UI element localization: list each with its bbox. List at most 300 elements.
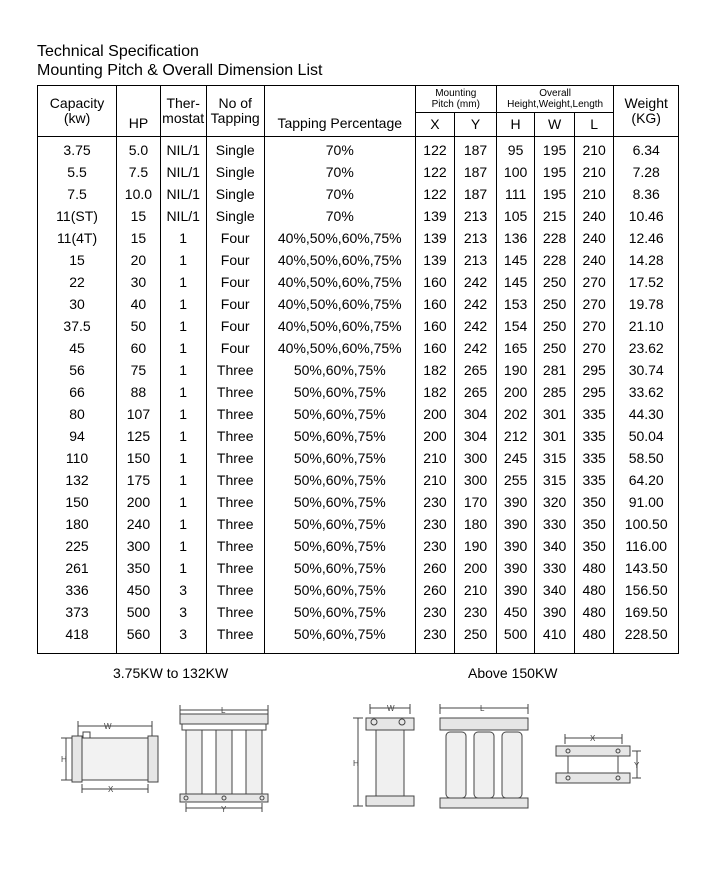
cell-width: 228 bbox=[535, 227, 575, 249]
cell-length: 295 bbox=[574, 359, 614, 381]
cell-thermostat: NIL/1 bbox=[160, 161, 206, 183]
cell-weight: 64.20 bbox=[614, 469, 679, 491]
cell-weight: 44.30 bbox=[614, 403, 679, 425]
cell-width: 340 bbox=[535, 579, 575, 601]
cell-no-of-tapping: Three bbox=[206, 447, 264, 469]
cell-height: 212 bbox=[496, 425, 535, 447]
cell-thermostat: 3 bbox=[160, 579, 206, 601]
cell-pitch-x: 230 bbox=[415, 601, 455, 623]
cell-height: 190 bbox=[496, 359, 535, 381]
cell-hp: 300 bbox=[117, 535, 161, 557]
cell-width: 320 bbox=[535, 491, 575, 513]
table-row bbox=[38, 249, 679, 271]
cell-width: 195 bbox=[535, 137, 575, 162]
cell-no-of-tapping: Four bbox=[206, 293, 264, 315]
cell-pitch-x: 230 bbox=[415, 491, 455, 513]
label-x-base: X bbox=[590, 734, 596, 743]
cell-weight: 17.52 bbox=[614, 271, 679, 293]
cell-weight: 6.34 bbox=[614, 137, 679, 162]
caption-large-range: Above 150KW bbox=[468, 665, 558, 681]
cell-capacity: 132 bbox=[38, 469, 117, 491]
cell-no-of-tapping: Three bbox=[206, 579, 264, 601]
cell-weight: 169.50 bbox=[614, 601, 679, 623]
cell-thermostat: 1 bbox=[160, 535, 206, 557]
cell-weight: 10.46 bbox=[614, 205, 679, 227]
cell-pitch-x: 230 bbox=[415, 513, 455, 535]
label-l: L bbox=[221, 706, 226, 715]
cell-capacity: 94 bbox=[38, 425, 117, 447]
cell-width: 195 bbox=[535, 183, 575, 205]
label-y-base: Y bbox=[634, 761, 640, 770]
cell-width: 301 bbox=[535, 403, 575, 425]
cell-pitch-y: 210 bbox=[455, 579, 497, 601]
cell-pitch-x: 160 bbox=[415, 315, 455, 337]
cell-length: 335 bbox=[574, 469, 614, 491]
cell-pitch-x: 160 bbox=[415, 293, 455, 315]
cell-length: 480 bbox=[574, 579, 614, 601]
cell-hp: 88 bbox=[117, 381, 161, 403]
cell-height: 202 bbox=[496, 403, 535, 425]
table-row bbox=[38, 601, 679, 623]
cell-weight: 228.50 bbox=[614, 623, 679, 654]
table-row bbox=[38, 557, 679, 579]
cell-weight: 116.00 bbox=[614, 535, 679, 557]
cell-height: 153 bbox=[496, 293, 535, 315]
cell-pitch-y: 187 bbox=[455, 161, 497, 183]
cell-weight: 50.04 bbox=[614, 425, 679, 447]
cell-pitch-y: 304 bbox=[455, 425, 497, 447]
header-tapping-percentage: Tapping Percentage bbox=[264, 86, 415, 137]
table-row bbox=[38, 137, 679, 162]
cell-width: 250 bbox=[535, 271, 575, 293]
title-line-2: Mounting Pitch & Overall Dimension List bbox=[37, 62, 323, 79]
header-y: Y bbox=[455, 113, 497, 137]
label-h-large: H bbox=[353, 759, 359, 768]
cell-capacity: 11(ST) bbox=[38, 205, 117, 227]
cell-weight: 19.78 bbox=[614, 293, 679, 315]
mounting-base-top-view bbox=[556, 734, 641, 783]
cell-no-of-tapping: Three bbox=[206, 601, 264, 623]
cell-pitch-y: 180 bbox=[455, 513, 497, 535]
cell-thermostat: 1 bbox=[160, 249, 206, 271]
cell-width: 315 bbox=[535, 469, 575, 491]
cell-thermostat: 1 bbox=[160, 469, 206, 491]
cell-hp: 10.0 bbox=[117, 183, 161, 205]
cell-tapping-percentage: 50%,60%,75% bbox=[264, 425, 415, 447]
table-body bbox=[38, 137, 679, 654]
cell-no-of-tapping: Three bbox=[206, 623, 264, 654]
cell-pitch-y: 230 bbox=[455, 601, 497, 623]
cell-length: 210 bbox=[574, 161, 614, 183]
cell-pitch-x: 182 bbox=[415, 359, 455, 381]
cell-height: 390 bbox=[496, 513, 535, 535]
cell-no-of-tapping: Single bbox=[206, 161, 264, 183]
cell-tapping-percentage: 50%,60%,75% bbox=[264, 491, 415, 513]
cell-width: 410 bbox=[535, 623, 575, 654]
table-row bbox=[38, 359, 679, 381]
cell-thermostat: 1 bbox=[160, 227, 206, 249]
dimension-drawings bbox=[0, 690, 709, 830]
cell-height: 390 bbox=[496, 535, 535, 557]
cell-weight: 23.62 bbox=[614, 337, 679, 359]
cell-hp: 200 bbox=[117, 491, 161, 513]
header-h: H bbox=[496, 113, 535, 137]
cell-length: 270 bbox=[574, 337, 614, 359]
cell-hp: 350 bbox=[117, 557, 161, 579]
cell-pitch-y: 242 bbox=[455, 337, 497, 359]
cell-tapping-percentage: 40%,50%,60%,75% bbox=[264, 293, 415, 315]
cell-thermostat: 1 bbox=[160, 447, 206, 469]
cell-pitch-x: 210 bbox=[415, 447, 455, 469]
cell-hp: 75 bbox=[117, 359, 161, 381]
cell-capacity: 66 bbox=[38, 381, 117, 403]
table-row bbox=[38, 469, 679, 491]
cell-length: 270 bbox=[574, 293, 614, 315]
page-title bbox=[37, 42, 322, 80]
large-reactor-front-view bbox=[440, 704, 528, 808]
cell-pitch-x: 139 bbox=[415, 249, 455, 271]
cell-no-of-tapping: Three bbox=[206, 469, 264, 491]
cell-hp: 107 bbox=[117, 403, 161, 425]
cell-tapping-percentage: 50%,60%,75% bbox=[264, 403, 415, 425]
cell-thermostat: 1 bbox=[160, 557, 206, 579]
cell-weight: 14.28 bbox=[614, 249, 679, 271]
cell-tapping-percentage: 50%,60%,75% bbox=[264, 623, 415, 654]
cell-length: 270 bbox=[574, 271, 614, 293]
cell-weight: 33.62 bbox=[614, 381, 679, 403]
cell-capacity: 80 bbox=[38, 403, 117, 425]
cell-capacity: 37.5 bbox=[38, 315, 117, 337]
cell-no-of-tapping: Three bbox=[206, 425, 264, 447]
header-mounting-pitch: Mounting Pitch (mm) bbox=[415, 86, 496, 113]
cell-hp: 500 bbox=[117, 601, 161, 623]
cell-no-of-tapping: Three bbox=[206, 513, 264, 535]
cell-capacity: 22 bbox=[38, 271, 117, 293]
cell-height: 450 bbox=[496, 601, 535, 623]
table-row bbox=[38, 271, 679, 293]
cell-thermostat: 3 bbox=[160, 623, 206, 654]
cell-tapping-percentage: 70% bbox=[264, 161, 415, 183]
header-thermostat: Ther- mostat bbox=[160, 86, 206, 137]
header-capacity: Capacity (kw) bbox=[38, 86, 117, 137]
cell-length: 335 bbox=[574, 425, 614, 447]
cell-pitch-x: 210 bbox=[415, 469, 455, 491]
specification-table bbox=[37, 85, 679, 654]
cell-capacity: 418 bbox=[38, 623, 117, 654]
cell-width: 330 bbox=[535, 557, 575, 579]
cell-thermostat: 1 bbox=[160, 403, 206, 425]
cell-hp: 50 bbox=[117, 315, 161, 337]
cell-thermostat: 1 bbox=[160, 271, 206, 293]
cell-width: 215 bbox=[535, 205, 575, 227]
cell-tapping-percentage: 70% bbox=[264, 137, 415, 162]
cell-thermostat: 1 bbox=[160, 293, 206, 315]
cell-length: 270 bbox=[574, 315, 614, 337]
cell-pitch-x: 260 bbox=[415, 557, 455, 579]
cell-pitch-y: 213 bbox=[455, 249, 497, 271]
cell-pitch-y: 304 bbox=[455, 403, 497, 425]
label-y: Y bbox=[221, 805, 227, 814]
cell-tapping-percentage: 50%,60%,75% bbox=[264, 513, 415, 535]
cell-pitch-x: 200 bbox=[415, 403, 455, 425]
cell-tapping-percentage: 50%,60%,75% bbox=[264, 469, 415, 491]
cell-hp: 125 bbox=[117, 425, 161, 447]
cell-pitch-x: 260 bbox=[415, 579, 455, 601]
cell-tapping-percentage: 50%,60%,75% bbox=[264, 447, 415, 469]
cell-height: 95 bbox=[496, 137, 535, 162]
cell-pitch-x: 139 bbox=[415, 227, 455, 249]
table-row bbox=[38, 623, 679, 654]
cell-tapping-percentage: 70% bbox=[264, 183, 415, 205]
cell-pitch-y: 250 bbox=[455, 623, 497, 654]
cell-thermostat: 1 bbox=[160, 337, 206, 359]
cell-width: 195 bbox=[535, 161, 575, 183]
label-h: H bbox=[61, 755, 67, 764]
cell-length: 240 bbox=[574, 249, 614, 271]
cell-width: 250 bbox=[535, 337, 575, 359]
table-row bbox=[38, 447, 679, 469]
cell-pitch-x: 230 bbox=[415, 535, 455, 557]
cell-height: 136 bbox=[496, 227, 535, 249]
cell-tapping-percentage: 40%,50%,60%,75% bbox=[264, 227, 415, 249]
cell-hp: 40 bbox=[117, 293, 161, 315]
cell-height: 165 bbox=[496, 337, 535, 359]
cell-weight: 58.50 bbox=[614, 447, 679, 469]
cell-pitch-x: 182 bbox=[415, 381, 455, 403]
cell-pitch-y: 213 bbox=[455, 205, 497, 227]
cell-hp: 5.0 bbox=[117, 137, 161, 162]
cell-height: 200 bbox=[496, 381, 535, 403]
caption-small-range: 3.75KW to 132KW bbox=[113, 665, 229, 681]
cell-length: 480 bbox=[574, 557, 614, 579]
cell-thermostat: 1 bbox=[160, 315, 206, 337]
cell-thermostat: 3 bbox=[160, 601, 206, 623]
cell-height: 105 bbox=[496, 205, 535, 227]
header-x: X bbox=[415, 113, 455, 137]
label-w: W bbox=[104, 722, 112, 731]
table-row bbox=[38, 403, 679, 425]
large-reactor-side-view bbox=[353, 704, 414, 806]
header-hp: HP bbox=[117, 86, 161, 137]
cell-hp: 175 bbox=[117, 469, 161, 491]
header-l: L bbox=[574, 113, 614, 137]
cell-no-of-tapping: Four bbox=[206, 271, 264, 293]
cell-height: 111 bbox=[496, 183, 535, 205]
cell-capacity: 7.5 bbox=[38, 183, 117, 205]
cell-weight: 143.50 bbox=[614, 557, 679, 579]
cell-weight: 7.28 bbox=[614, 161, 679, 183]
table-row bbox=[38, 227, 679, 249]
cell-capacity: 150 bbox=[38, 491, 117, 513]
cell-height: 255 bbox=[496, 469, 535, 491]
cell-thermostat: 1 bbox=[160, 381, 206, 403]
cell-no-of-tapping: Three bbox=[206, 359, 264, 381]
cell-height: 145 bbox=[496, 271, 535, 293]
cell-hp: 7.5 bbox=[117, 161, 161, 183]
cell-length: 350 bbox=[574, 535, 614, 557]
cell-length: 350 bbox=[574, 491, 614, 513]
cell-tapping-percentage: 40%,50%,60%,75% bbox=[264, 315, 415, 337]
cell-length: 295 bbox=[574, 381, 614, 403]
cell-thermostat: NIL/1 bbox=[160, 183, 206, 205]
cell-height: 245 bbox=[496, 447, 535, 469]
cell-pitch-y: 265 bbox=[455, 381, 497, 403]
cell-tapping-percentage: 50%,60%,75% bbox=[264, 381, 415, 403]
cell-pitch-x: 122 bbox=[415, 161, 455, 183]
cell-capacity: 336 bbox=[38, 579, 117, 601]
cell-height: 145 bbox=[496, 249, 535, 271]
cell-width: 285 bbox=[535, 381, 575, 403]
cell-pitch-y: 300 bbox=[455, 469, 497, 491]
cell-capacity: 11(4T) bbox=[38, 227, 117, 249]
cell-capacity: 373 bbox=[38, 601, 117, 623]
cell-no-of-tapping: Three bbox=[206, 403, 264, 425]
cell-weight: 30.74 bbox=[614, 359, 679, 381]
cell-width: 281 bbox=[535, 359, 575, 381]
cell-hp: 20 bbox=[117, 249, 161, 271]
cell-capacity: 5.5 bbox=[38, 161, 117, 183]
cell-pitch-x: 200 bbox=[415, 425, 455, 447]
table-row bbox=[38, 161, 679, 183]
cell-length: 240 bbox=[574, 227, 614, 249]
cell-hp: 450 bbox=[117, 579, 161, 601]
cell-tapping-percentage: 50%,60%,75% bbox=[264, 535, 415, 557]
cell-weight: 8.36 bbox=[614, 183, 679, 205]
cell-capacity: 56 bbox=[38, 359, 117, 381]
cell-pitch-y: 213 bbox=[455, 227, 497, 249]
cell-weight: 21.10 bbox=[614, 315, 679, 337]
label-x: X bbox=[108, 785, 114, 794]
cell-length: 335 bbox=[574, 403, 614, 425]
cell-length: 240 bbox=[574, 205, 614, 227]
table-row bbox=[38, 205, 679, 227]
cell-capacity: 30 bbox=[38, 293, 117, 315]
cell-pitch-y: 242 bbox=[455, 271, 497, 293]
title-line-1: Technical Specification bbox=[37, 43, 199, 60]
cell-tapping-percentage: 70% bbox=[264, 205, 415, 227]
cell-hp: 60 bbox=[117, 337, 161, 359]
cell-pitch-y: 242 bbox=[455, 315, 497, 337]
cell-width: 390 bbox=[535, 601, 575, 623]
cell-thermostat: 1 bbox=[160, 491, 206, 513]
cell-no-of-tapping: Three bbox=[206, 557, 264, 579]
table-row bbox=[38, 183, 679, 205]
cell-hp: 560 bbox=[117, 623, 161, 654]
cell-height: 390 bbox=[496, 491, 535, 513]
cell-tapping-percentage: 50%,60%,75% bbox=[264, 601, 415, 623]
cell-no-of-tapping: Single bbox=[206, 183, 264, 205]
cell-tapping-percentage: 40%,50%,60%,75% bbox=[264, 271, 415, 293]
cell-hp: 15 bbox=[117, 205, 161, 227]
cell-pitch-x: 230 bbox=[415, 623, 455, 654]
cell-thermostat: 1 bbox=[160, 359, 206, 381]
header-no-of-tapping: No of Tapping bbox=[206, 86, 264, 137]
cell-pitch-y: 190 bbox=[455, 535, 497, 557]
cell-height: 390 bbox=[496, 557, 535, 579]
header-weight: Weight (KG) bbox=[614, 86, 679, 137]
label-l-large: L bbox=[480, 704, 485, 713]
cell-capacity: 3.75 bbox=[38, 137, 117, 162]
cell-length: 480 bbox=[574, 623, 614, 654]
cell-thermostat: 1 bbox=[160, 425, 206, 447]
cell-capacity: 110 bbox=[38, 447, 117, 469]
table-row bbox=[38, 315, 679, 337]
cell-height: 500 bbox=[496, 623, 535, 654]
cell-no-of-tapping: Four bbox=[206, 249, 264, 271]
cell-capacity: 180 bbox=[38, 513, 117, 535]
table-row bbox=[38, 425, 679, 447]
cell-pitch-y: 265 bbox=[455, 359, 497, 381]
cell-pitch-y: 170 bbox=[455, 491, 497, 513]
cell-no-of-tapping: Four bbox=[206, 227, 264, 249]
table-row bbox=[38, 337, 679, 359]
cell-width: 301 bbox=[535, 425, 575, 447]
cell-height: 154 bbox=[496, 315, 535, 337]
cell-no-of-tapping: Four bbox=[206, 315, 264, 337]
cell-hp: 30 bbox=[117, 271, 161, 293]
header-w: W bbox=[535, 113, 575, 137]
cell-length: 210 bbox=[574, 183, 614, 205]
small-reactor-side-view bbox=[61, 721, 158, 794]
small-reactor-front-view bbox=[180, 705, 268, 814]
cell-no-of-tapping: Four bbox=[206, 337, 264, 359]
cell-width: 250 bbox=[535, 293, 575, 315]
cell-no-of-tapping: Three bbox=[206, 535, 264, 557]
cell-no-of-tapping: Single bbox=[206, 205, 264, 227]
cell-length: 210 bbox=[574, 137, 614, 162]
cell-height: 100 bbox=[496, 161, 535, 183]
cell-hp: 15 bbox=[117, 227, 161, 249]
cell-weight: 156.50 bbox=[614, 579, 679, 601]
cell-no-of-tapping: Three bbox=[206, 381, 264, 403]
cell-weight: 91.00 bbox=[614, 491, 679, 513]
cell-width: 250 bbox=[535, 315, 575, 337]
table-row bbox=[38, 535, 679, 557]
cell-no-of-tapping: Single bbox=[206, 137, 264, 162]
cell-pitch-y: 187 bbox=[455, 137, 497, 162]
cell-pitch-y: 200 bbox=[455, 557, 497, 579]
cell-capacity: 45 bbox=[38, 337, 117, 359]
cell-tapping-percentage: 50%,60%,75% bbox=[264, 557, 415, 579]
cell-pitch-x: 122 bbox=[415, 137, 455, 162]
cell-width: 228 bbox=[535, 249, 575, 271]
cell-length: 350 bbox=[574, 513, 614, 535]
cell-capacity: 15 bbox=[38, 249, 117, 271]
header-overall: Overall Height,Weight,Length bbox=[496, 86, 614, 113]
cell-thermostat: NIL/1 bbox=[160, 137, 206, 162]
cell-thermostat: NIL/1 bbox=[160, 205, 206, 227]
cell-width: 340 bbox=[535, 535, 575, 557]
cell-pitch-y: 187 bbox=[455, 183, 497, 205]
cell-pitch-x: 122 bbox=[415, 183, 455, 205]
cell-pitch-x: 160 bbox=[415, 271, 455, 293]
cell-tapping-percentage: 40%,50%,60%,75% bbox=[264, 249, 415, 271]
table-row bbox=[38, 381, 679, 403]
cell-tapping-percentage: 50%,60%,75% bbox=[264, 359, 415, 381]
cell-length: 335 bbox=[574, 447, 614, 469]
cell-capacity: 225 bbox=[38, 535, 117, 557]
cell-pitch-y: 242 bbox=[455, 293, 497, 315]
cell-length: 480 bbox=[574, 601, 614, 623]
cell-height: 390 bbox=[496, 579, 535, 601]
cell-pitch-x: 139 bbox=[415, 205, 455, 227]
cell-no-of-tapping: Three bbox=[206, 491, 264, 513]
cell-thermostat: 1 bbox=[160, 513, 206, 535]
cell-weight: 12.46 bbox=[614, 227, 679, 249]
cell-hp: 150 bbox=[117, 447, 161, 469]
cell-pitch-x: 160 bbox=[415, 337, 455, 359]
cell-weight: 100.50 bbox=[614, 513, 679, 535]
